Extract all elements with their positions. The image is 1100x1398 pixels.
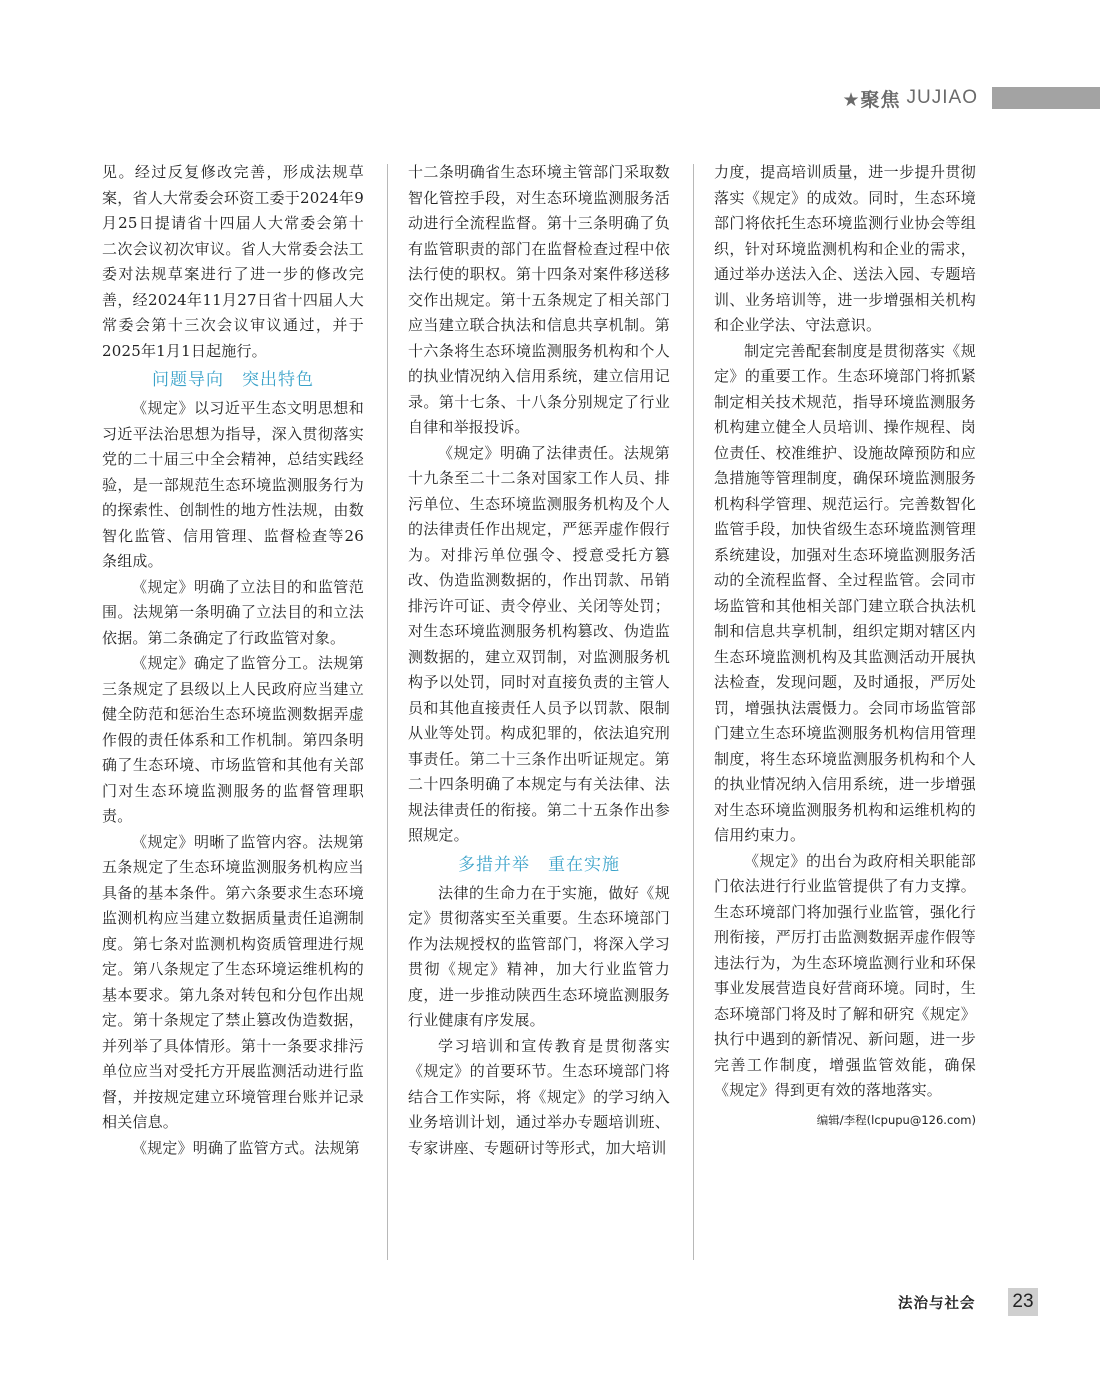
section-subheading: 多措并举 重在实施 [458,854,620,875]
column-1 [102,160,364,1161]
paragraph: 力度，提高培训质量，进一步提升贯彻落实《规定》的成效。同时，生态环境部门将依托生态环境监测行业协会等组织，针对环境监测机构和企业的需求，通过举办送法入企、送法入园、专题培训、业务培训等，进一步增强相关机构和企业学法、守法意识。 [714,163,976,334]
column-divider [387,164,388,1260]
section-pinyin: JUJIAO [906,87,978,108]
page-number: 23 [1008,1288,1038,1316]
header-gray-bar [992,87,1100,109]
paragraph: 学习培训和宣传教育是贯彻落实《规定》的首要环节。生态环境部门将结合工作实际，将《规定》的学习纳入业务培训计划，通过举办专题培训班、专家讲座、专题研讨等形式，加大培训 [408,1036,670,1157]
paragraph: 《规定》以习近平生态文明思想和习近平法治思想为指导，深入贯彻落实党的二十届三中全会精神，总结实践经验，是一部规范生态环境监测服务行为的探索性、创制性的地方性法规，由数智化监管、信用管理、监督检查等26条组成。 [102,399,364,570]
column-divider [693,164,694,1260]
paragraph: 《规定》的出台为政府相关职能部门依法进行行业监管提供了有力支撑。生态环境部门将加强行业监管，强化行刑衔接，严厉打击监测数据弄虚作假等违法行为，为生态环境监测行业和环保事业发展营造良好营商环境。同时，生态环境部门将及时了解和研究《规定》执行中遇到的新情况、新问题，进一步完善工作制度，增强监管效能，确保《规定》得到更有效的落地落实。 [714,851,976,1099]
paragraph: 《规定》明确了立法目的和监管范围。法规第一条明确了立法目的和立法依据。第二条确定了行政监管对象。 [102,577,364,647]
magazine-name: 法治与社会 [898,1296,976,1312]
paragraph: 《规定》明确了法律责任。法规第十九条至二十二条对国家工作人员、排污单位、生态环境监测服务机构及个人的法律责任作出规定，严惩弄虚作假行为。对排污单位强令、授意受托方篡改、伪造监测数据的，作出罚款、吊销排污许可证、责令停业、关闭等处罚；对生态环境监测服务机构篡改、伪造监测数据的，建立双罚制，对监测服务机构予以处罚，同时对直接负责的主管人员和其他直接责任人员予以罚款、限制从业等处罚。构成犯罪的，依法追究刑事责任。第二十三条作出听证规定。第二十四条明确了本规定与有关法律、法规法律责任的衔接。第二十五条作出参照规定。 [408,443,670,844]
editor-credit: 编辑/李程(lcpupu@126.com) [816,1112,976,1127]
paragraph: 《规定》明确了监管方式。法规第 [132,1138,361,1157]
section-subheading: 问题导向 突出特色 [152,370,314,390]
paragraph: 《规定》明晰了监管内容。法规第五条规定了生态环境监测服务机构应当具备的基本条件。第六条要求生态环境监测机构应当建立数据质量责任追溯制度。第七条对监测机构资质管理进行规定。第八条规定了生态环境运维机构的基本要求。第九条对转包和分包作出规定。第十条规定了禁止篡改伪造数据，并列举了具体情形。第十一条要求排污单位应当对受托方开展监测活动进行监督，并按规定建立环境管理台账并记录相关信息。 [102,832,364,1131]
paragraph: 制定完善配套制度是贯彻落实《规定》的重要工作。生态环境部门将抓紧制定相关技术规范，指导环境监测服务机构建立健全人员培训、操作规程、岗位责任、校准维护、设施故障预防和应急措施等管理制度，确保环境监测服务机构科学管理、规范运行。完善数智化监管手段，加快省级生态环境监测管理系统建设，加强对生态环境监测服务活动的全流程监督、全过程监管。会同市场监管和其他相关部门建立联合执法机制和信息共享机制，组织定期对辖区内生态环境监测机构及其监测活动开展执法检查，发现问题，及时通报，严厉处罚，增强执法震慑力。会同市场监管部门建立生态环境监测服务机构信用管理制度，将生态环境监测服务机构和个人的执业情况纳入信用系统，进一步增强对生态环境监测服务机构和运维机构的信用约束力。 [714,341,976,844]
paragraph: 法律的生命力在于实施，做好《规定》贯彻落实至关重要。生态环境部门作为法规授权的监管部门，将深入学习贯彻《规定》精神，加大行业监管力度，进一步推动陕西生态环境监测服务行业健康有序发展。 [408,883,670,1029]
section-header [843,86,1100,110]
column-2 [408,160,670,1161]
paragraph: 《规定》确定了监管分工。法规第三条规定了县级以上人民政府应当建立健全防范和惩治生态环境监测数据弄虚作假的责任体系和工作机制。第四条明确了生态环境、市场监管和其他有关部门对生态环境监测服务的监督管理职责。 [102,654,364,825]
section-title: ★聚焦 [842,88,901,111]
paragraph: 十二条明确省生态环境主管部门采取数智化管控手段，对生态环境监测服务活动进行全流程监督。第十三条明确了负有监管职责的部门在监督检查过程中依法行使的职权。第十四条对案件移送移交作出规定。第十五条规定了相关部门应当建立联合执法和信息共享机制。第十六条将生态环境监测服务机构和个人的执业情况纳入信用系统，建立信用记录。第十七条、十八条分别规定了行业自律和举报投诉。 [408,163,670,436]
column-3 [714,160,976,1128]
paragraph: 见。经过反复修改完善，形成法规草案，省人大常委会环资工委于2024年9月25日提请省十四届人大常委会第十二次会议初次审议。省人大常委会法工委对法规草案进行了进一步的修改完善，经2024年11月27日省十四届人大常委会第十三次会议审议通过，并于2025年1月1日起施行。 [102,163,364,360]
